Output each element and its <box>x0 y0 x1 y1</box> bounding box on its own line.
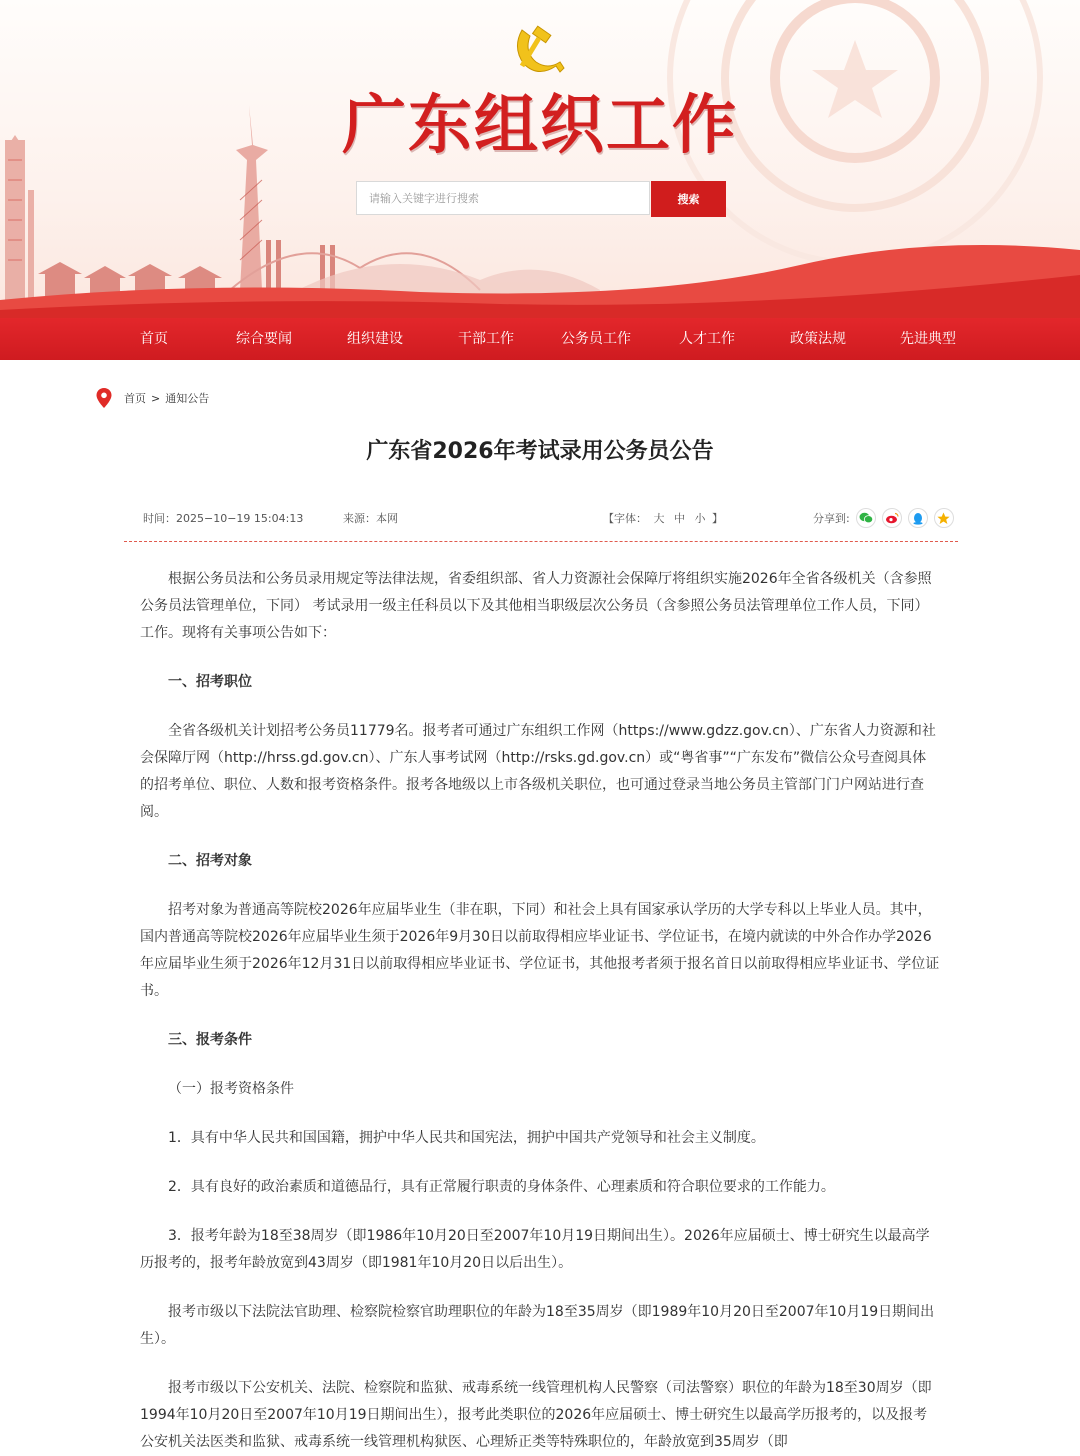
nav-item-cadre[interactable]: 干部工作 <box>458 331 514 347</box>
party-emblem-icon <box>508 22 568 78</box>
site-title: 广东组织工作 <box>342 88 738 163</box>
section-heading: 一、招考职位 <box>168 674 252 690</box>
font-size-label: 【字体： <box>603 512 647 525</box>
font-size-control <box>603 510 723 528</box>
font-size-medium[interactable]: 中 <box>674 512 685 525</box>
paragraph-gap <box>140 1201 940 1223</box>
paragraph: 全省各级机关计划招考公务员11779名。报考者可通过广东组织工作网（https://www.gdzz.gov.cn）、广东省人力资源和社会保障厅网（http://hrss.gd.gov.cn）、广东人事考试网（http://rsks.gd.gov.cn）或“粤省事”“广东发布”微信公众号查阅具体的招考单位、职位、人数和报考资格条件。报考各地级以上市各级机关职位，也可通过登录当地公务员主管部门门户网站进行查阅。 <box>140 723 936 820</box>
meta-divider <box>124 541 958 542</box>
search-box <box>356 181 650 215</box>
nav-item-talent[interactable]: 人才工作 <box>679 331 735 347</box>
share-bar <box>813 508 954 528</box>
nav-item-home[interactable]: 首页 <box>140 331 168 347</box>
search-button[interactable]: 搜索 <box>651 181 726 217</box>
nav-item-policy[interactable]: 政策法规 <box>790 331 846 347</box>
qzone-icon[interactable] <box>934 508 954 528</box>
wechat-icon[interactable] <box>856 508 876 528</box>
article-source: 来源：本网 <box>343 512 398 525</box>
paragraph-gap <box>140 1277 940 1299</box>
breadcrumb-home-link[interactable]: 首页 <box>124 392 146 405</box>
paragraph: 招考对象为普通高等院校2026年应届毕业生（非在职，下同）和社会上具有国家承认学历的大学专科以上毕业人员。其中，国内普通高等院校2026年应届毕业生须于2026年9月30日以前取得相应毕业证书、学位证书，在境内就读的中外合作办学2026年应届毕业生须于2026年12月31日以前取得相应毕业证书、学位证书，其他报考者须于报名首日以前取得相应毕业证书、学位证书。 <box>140 902 940 999</box>
qq-icon[interactable] <box>908 508 928 528</box>
paragraph: （一）报考资格条件 <box>168 1081 294 1097</box>
paragraph: 2．具有良好的政治素质和道德品行，具有正常履行职责的身体条件、心理素质和符合职位要求的工作能力。 <box>168 1179 835 1195</box>
weibo-icon[interactable] <box>882 508 902 528</box>
search-input[interactable] <box>357 182 649 214</box>
breadcrumb-separator: > <box>151 391 161 405</box>
site-header <box>0 0 1080 360</box>
paragraph-gap <box>140 647 940 669</box>
paragraph: 报考市级以下公安机关、法院、检察院和监狱、戒毒系统一线管理机构人民警察（司法警察）职位的年龄为18至30周岁（即1994年10月20日至2007年10月19日期间出生），报考此类职位的2026年应届硕士、博士研究生以最高学历报考的，以及报考公安机关法医类和监狱、戒毒系统一线管理机构狱医、心理矫正类等特殊职位的，年龄放宽到35周岁（即 <box>140 1380 932 1450</box>
section-heading: 三、报考条件 <box>168 1032 252 1048</box>
location-pin-icon <box>96 388 112 408</box>
breadcrumb-current-link[interactable]: 通知公告 <box>165 392 210 405</box>
nav-item-civil-servant[interactable]: 公务员工作 <box>561 331 631 347</box>
main-nav <box>0 318 1080 360</box>
paragraph: 报考市级以下法院法官助理、检察院检察官助理职位的年龄为18至35周岁（即1989年10月20日至2007年10月19日期间出生）。 <box>140 1304 935 1347</box>
paragraph: 1．具有中华人民共和国国籍，拥护中华人民共和国宪法，拥护中国共产党领导和社会主义制度。 <box>168 1130 765 1146</box>
font-size-close: 】 <box>712 512 723 525</box>
paragraph-gap <box>140 1152 940 1174</box>
nav-item-models[interactable]: 先进典型 <box>900 331 956 347</box>
paragraph-gap <box>140 1103 940 1125</box>
paragraph-gap <box>140 1353 940 1375</box>
paragraph-gap <box>140 696 940 718</box>
nav-item-news[interactable]: 综合要闻 <box>236 331 292 347</box>
article-time: 时间：2025−10−19 15:04:13 <box>143 512 304 525</box>
paragraph-gap <box>140 826 940 848</box>
breadcrumb <box>96 388 209 408</box>
paragraph-gap <box>140 1005 940 1027</box>
font-size-small[interactable]: 小 <box>694 512 706 525</box>
paragraph-gap <box>140 875 940 897</box>
article-title: 广东省2026年考试录用公务员公告 <box>366 439 714 464</box>
article-body <box>140 566 940 1456</box>
paragraph: 3．报考年龄为18至38周岁（即1986年10月20日至2007年10月19日期间出生）。2026年应届硕士、博士研究生以最高学历报考的，报考年龄放宽到43周岁（即1981年10月20日以后出生）。 <box>140 1228 930 1271</box>
paragraph-gap <box>140 1054 940 1076</box>
section-heading: 二、招考对象 <box>168 853 252 869</box>
nav-item-organization[interactable]: 组织建设 <box>347 331 403 347</box>
paragraph: 根据公务员法和公务员录用规定等法律法规，省委组织部、省人力资源社会保障厅将组织实施2026年全省各级机关（含参照公务员法管理单位，下同） 考试录用一级主任科员以下及其他相当职级层次公务员（含参照公务员法管理单位工作人员，下同）工作。现将有关事项公告如下： <box>140 571 932 641</box>
font-size-large[interactable]: 大 <box>653 512 665 525</box>
share-label: 分享到: <box>813 512 850 525</box>
